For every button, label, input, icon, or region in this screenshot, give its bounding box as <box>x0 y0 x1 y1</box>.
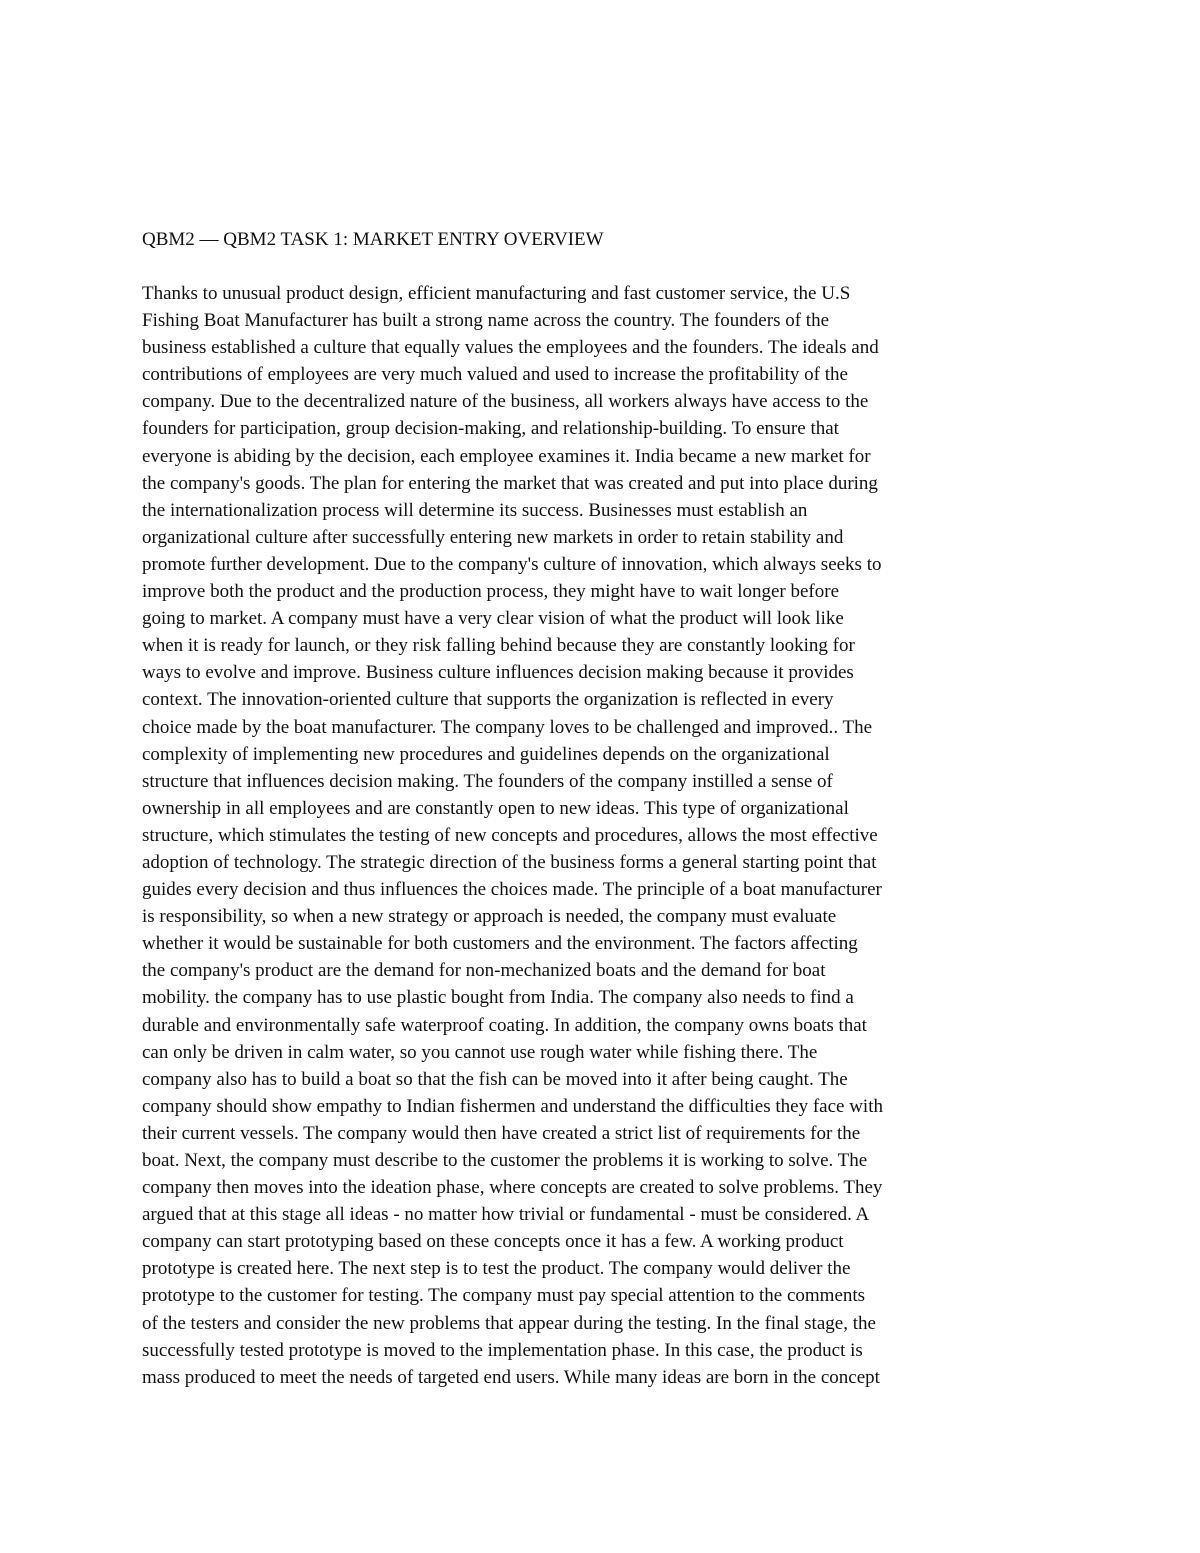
body-text-line: boat. Next, the company must describe to the customer the problems it is working to solve. The <box>142 1150 868 1171</box>
body-text-line: founders for participation, group decision-making, and relationship-building. To ensure that <box>142 418 839 440</box>
body-text-line: their current vessels. The company would then have created a strict list of requirements for the <box>142 1122 861 1144</box>
body-text-line: promote further development. Due to the company's culture of innovation, which always seeks to <box>142 553 882 575</box>
body-text-line: prototype to the customer for testing. The company must pay special attention to the comments <box>142 1285 866 1307</box>
body-text-line: adoption of technology. The strategic direction of the business forms a general starting point that <box>142 851 877 873</box>
body-text-line: going to market. A company must have a very clear vision of what the product will look like <box>142 608 844 630</box>
body-text-line: guides every decision and thus influences the choices made. The principle of a boat manufacturer <box>142 879 882 901</box>
body-text-line: company can start prototyping based on these concepts once it has a few. A working product <box>142 1231 844 1253</box>
body-text-line: prototype is created here. The next step is to test the product. The company would deliver the <box>142 1258 851 1280</box>
body-text-line: company should show empathy to Indian fishermen and understand the difficulties they face with <box>142 1095 883 1117</box>
body-text-line: argued that at this stage all ideas - no matter how trivial or fundamental - must be considered. A <box>142 1204 870 1226</box>
body-text-line: complexity of implementing new procedures and guidelines depends on the organizational <box>142 743 830 765</box>
document-body <box>142 280 1072 1391</box>
body-text-line: organizational culture after successfully entering new markets in order to retain stability and <box>142 526 844 548</box>
body-text-line: mass produced to meet the needs of targeted end users. While many ideas are born in the concept <box>142 1366 880 1388</box>
body-text-line: successfully tested prototype is moved to the implementation phase. In this case, the product is <box>142 1339 863 1361</box>
body-text-line: everyone is abiding by the decision, each employee examines it. India became a new market for <box>142 445 871 467</box>
body-text-line: the company's goods. The plan for entering the market that was created and put into place during <box>142 472 878 494</box>
body-text-line: the company's product are the demand for non-mechanized boats and the demand for boat <box>142 960 826 982</box>
body-text-line: company also has to build a boat so that the fish can be moved into it after being caught. The <box>142 1068 848 1090</box>
body-text-line: company then moves into the ideation phase, where concepts are created to solve problems. They <box>142 1177 883 1199</box>
body-text-line: ownership in all employees and are constantly open to new ideas. This type of organizational <box>142 797 849 819</box>
body-text-line: is responsibility, so when a new strategy or approach is needed, the company must evaluate <box>142 906 837 928</box>
body-text-line: the internationalization process will determine its success. Businesses must establish an <box>142 499 808 521</box>
body-text-line: choice made by the boat manufacturer. The company loves to be challenged and improved.. The <box>142 716 873 738</box>
body-text-line: mobility. the company has to use plastic bought from India. The company also needs to find a <box>142 987 854 1009</box>
body-text-line: context. The innovation-oriented culture that supports the organization is reflected in every <box>142 689 834 711</box>
document-title: QBM2 — QBM2 TASK 1: MARKET ENTRY OVERVIEW <box>142 229 604 250</box>
body-text-line: can only be driven in calm water, so you cannot use rough water while fishing there. The <box>142 1041 818 1063</box>
body-text-line: Thanks to unusual product design, efficient manufacturing and fast customer service, the U.S <box>142 283 851 304</box>
document-content <box>142 226 1072 1391</box>
body-text-line: when it is ready for launch, or they risk falling behind because they are constantly looking for <box>142 635 855 657</box>
body-text-line: durable and environmentally safe waterproof coating. In addition, the company owns boats that <box>142 1014 867 1036</box>
body-text-line: company. Due to the decentralized nature of the business, all workers always have access to the <box>142 391 869 413</box>
body-text-line: Fishing Boat Manufacturer has built a strong name across the country. The founders of the <box>142 310 829 332</box>
body-text-line: structure, which stimulates the testing of new concepts and procedures, allows the most effective <box>142 824 878 846</box>
body-text-line: ways to evolve and improve. Business culture influences decision making because it provides <box>142 662 854 684</box>
body-text-line: contributions of employees are very much valued and used to increase the profitability of the <box>142 364 848 386</box>
body-text-line: structure that influences decision making. The founders of the company instilled a sense of <box>142 770 833 792</box>
body-text-line: business established a culture that equally values the employees and the founders. The ideals and <box>142 337 879 359</box>
body-text-line: improve both the product and the production process, they might have to wait longer before <box>142 581 840 603</box>
body-text-line: of the testers and consider the new problems that appear during the testing. In the final stage, the <box>142 1312 876 1334</box>
body-text-line: whether it would be sustainable for both customers and the environment. The factors affecting <box>142 933 858 955</box>
